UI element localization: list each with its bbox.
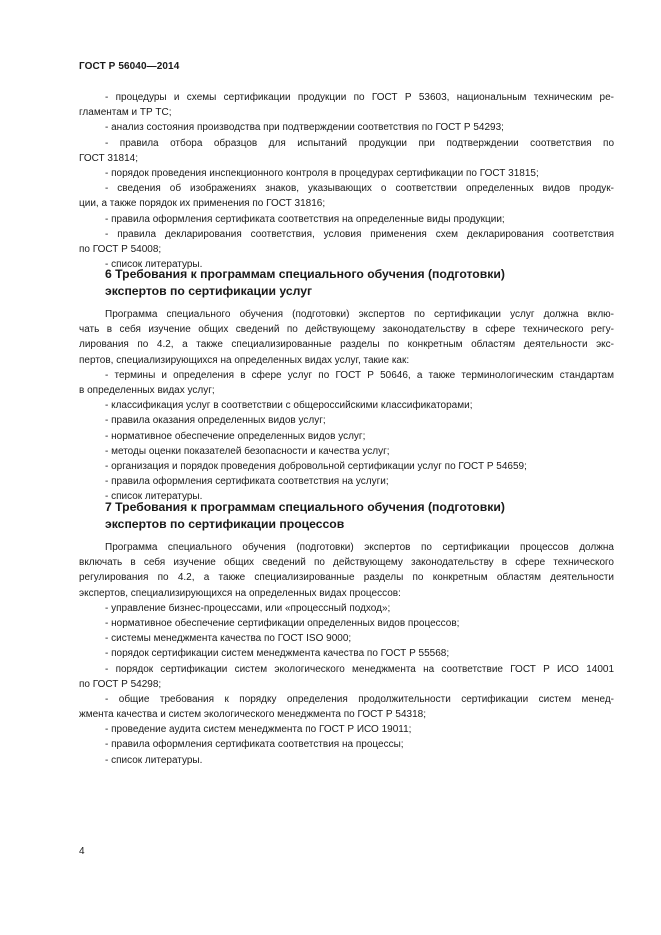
text-line: Программа специального обучения (подготовки) экспертов по сертификации услуг должна вклю- (105, 309, 614, 320)
text-line: ГОСТ 31814; (79, 152, 138, 164)
text-line: жмента качества и систем экологического менеджмента по ГОСТ Р 54318; (79, 709, 426, 721)
text-line: - список литературы. (105, 754, 203, 766)
text-line: - правила декларирования соответствия, условия применения схем декларирования соответствия (105, 228, 614, 240)
section-7-title-line2: экспертов по сертификации процессов (105, 516, 345, 531)
text-line: - анализ состояния производства при подтверждении соответствия по ГОСТ Р 54293; (105, 122, 504, 134)
text-line: экспертов, специализирующихся на определенных видах процессов: (79, 587, 401, 599)
section-7-body (79, 540, 614, 768)
section-6-title-line1: 6 Требования к программам специального обучения (подготовки) (105, 267, 505, 281)
text-line: - список литературы. (105, 259, 203, 271)
text-line: пертов, специализирующихся на определенных видах услуг, такие как: (79, 354, 410, 366)
text-line: регулирования по 4.2, а также специализированные разделы по конкретным областям деятельности (79, 572, 614, 584)
text-line: - правила оформления сертификата соответствия на процессы; (105, 739, 404, 751)
text-line: включать в себя изучение общих сведений по действующему законодательству в сфере технического (79, 557, 614, 569)
text-line: - порядок сертификации систем экологического менеджмента на соответствие ГОСТ Р ИСО 14001 (105, 663, 614, 675)
text-line: Программа специального обучения (подготовки) экспертов по сертификации процессов должна (105, 542, 614, 553)
standard-designation: ГОСТ Р 56040—2014 (79, 61, 180, 72)
text-line: по ГОСТ Р 54298; (79, 678, 162, 690)
section-6-heading (105, 266, 605, 299)
text-line: - правила оказания определенных видов услуг; (105, 415, 326, 427)
section-7-heading (105, 499, 605, 532)
text-line: - список литературы. (105, 491, 203, 503)
text-line: - термины и определения в сфере услуг по ГОСТ Р 50646, а также терминологическим стандартам (105, 369, 614, 381)
text-line: - сведения об изображениях знаков, указывающих о соответствии определенных видов продук- (105, 183, 614, 195)
product-certification-list (79, 90, 614, 272)
page-number: 4 (79, 846, 85, 857)
text-line: ции, а также порядок их применения по ГОСТ 31816; (79, 198, 326, 210)
text-line: - порядок сертификации систем менеджмента качества по ГОСТ Р 55568; (105, 648, 450, 660)
text-line: лирования по 4.2, а также специализированные разделы по конкретным областям деятельности экс- (79, 339, 614, 351)
text-line: - организация и порядок проведения добровольной сертификации услуг по ГОСТ Р 54659; (105, 460, 527, 472)
text-line: - классификация услуг в соответствии с общероссийскими классификаторами; (105, 400, 473, 412)
section-6-body (79, 307, 614, 504)
text-line: по ГОСТ Р 54008; (79, 243, 162, 255)
text-line: - проведение аудита систем менеджмента по ГОСТ Р ИСО 19011; (105, 724, 412, 736)
text-line: - управление бизнес-процессами, или «процессный подход»; (105, 602, 391, 614)
text-line: - правила оформления сертификата соответствия на услуги; (105, 476, 389, 488)
text-line: - системы менеджмента качества по ГОСТ ISO 9000; (105, 633, 352, 645)
text-line: - нормативное обеспечение определенных видов услуг; (105, 430, 366, 442)
text-line: - общие требования к порядку определения продолжительности сертификации систем менед- (105, 693, 614, 705)
text-line: - правила оформления сертификата соответствия на определенные виды продукции; (105, 213, 505, 225)
text-line: в определенных видах услуг; (79, 384, 215, 396)
text-line: - правила отбора образцов для испытаний продукции при подтверждении соответствия по (105, 137, 614, 149)
text-line: - нормативное обеспечение сертификации определенных видов процессов; (105, 617, 460, 629)
text-line: - методы оценки показателей безопасности и качества услуг; (105, 445, 390, 457)
section-6-title-line2: экспертов по сертификации услуг (105, 283, 313, 298)
text-line: - порядок проведения инспекционного контроля в процедурах сертификации по ГОСТ 31815; (105, 167, 539, 179)
section-7-title-line1: 7 Требования к программам специального обучения (подготовки) (105, 500, 505, 514)
text-line: - процедуры и схемы сертификации продукции по ГОСТ Р 53603, национальным техническим ре- (105, 92, 614, 103)
text-line: гламентам и ТР ТС; (79, 107, 172, 119)
text-line: чать в себя изучение общих сведений по действующему законодательству в сфере технического регу- (79, 324, 614, 336)
